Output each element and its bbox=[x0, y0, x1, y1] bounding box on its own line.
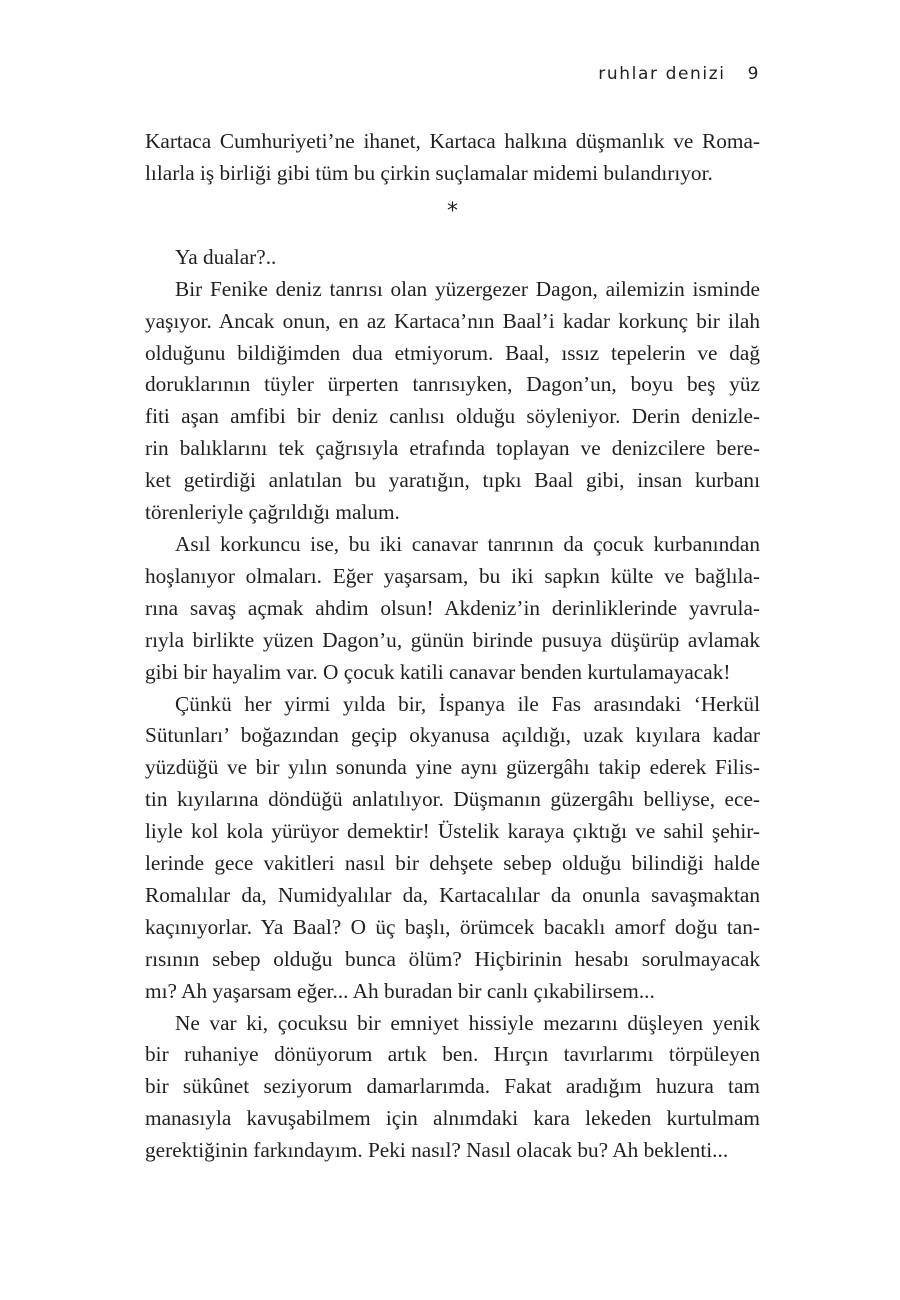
text-line: gerektiğinin farkındayım. Peki nasıl? Nasıl olacak bu? Ah beklenti... bbox=[145, 1138, 729, 1163]
text-line: rısının sebep olduğu bunca ölüm? Hiçbirinin hesabı sorulmayacak bbox=[145, 946, 760, 971]
paragraph bbox=[145, 126, 760, 190]
text-line: Ya dualar?.. bbox=[175, 244, 277, 269]
paragraph bbox=[145, 689, 760, 1008]
text-line: mı? Ah yaşarsam eğer... Ah buradan bir canlı çıkabilirsem... bbox=[145, 978, 655, 1003]
text-line: tin kıyılarına döndüğü anlatılıyor. Düşmanın güzergâhı belliyse, ece- bbox=[145, 787, 760, 812]
section-separator: * bbox=[447, 198, 458, 224]
running-title: ruhlar denizi bbox=[598, 64, 726, 84]
running-header bbox=[598, 64, 760, 84]
text-line: yüzdüğü ve bir yılın sonunda yine aynı güzergâhı takip ederek Filis- bbox=[145, 755, 760, 780]
text-line: hoşlanıyor olmaları. Eğer yaşarsam, bu iki sapkın külte ve bağlıla- bbox=[145, 563, 760, 588]
text-line: Romalılar da, Numidyalılar da, Kartacalılar da onunla savaşmaktan bbox=[145, 882, 760, 907]
text-line: törenleriyle çağrıldığı malum. bbox=[145, 500, 400, 525]
paragraph bbox=[145, 274, 760, 529]
text-line: rin balıklarını tek çağrısıyla etrafında toplayan ve denizcilere bere- bbox=[145, 436, 760, 461]
paragraph bbox=[145, 242, 760, 274]
text-line: Asıl korkuncu ise, bu iki canavar tanrının da çocuk kurbanından bbox=[175, 531, 760, 556]
text-line: yaşıyor. Ancak onun, en az Kartaca’nın Baal’i kadar korkunç bir ilah bbox=[145, 308, 760, 333]
text-line: rına savaş açmak ahdim olsun! Akdeniz’in derinliklerinde yavrula- bbox=[145, 595, 760, 620]
text-line: fiti aşan amfibi bir deniz canlısı olduğu söyleniyor. Derin denizle- bbox=[145, 404, 760, 429]
text-line: bir ruhaniye dönüyorum artık ben. Hırçın tavırlarımı törpüleyen bbox=[145, 1042, 760, 1067]
text-line: rıyla birlikte yüzen Dagon’u, günün birinde pusuya düşürüp avlamak bbox=[145, 627, 760, 652]
paragraph bbox=[145, 529, 760, 689]
text-line: Bir Fenike deniz tanrısı olan yüzergezer Dagon, ailemizin isminde bbox=[175, 276, 760, 301]
body-text bbox=[145, 126, 760, 1167]
text-line: Sütunları’ boğazından geçip okyanusa açıldığı, uzak kıyılara kadar bbox=[145, 723, 760, 748]
text-line: Ne var ki, çocuksu bir emniyet hissiyle mezarını düşleyen yenik bbox=[175, 1010, 760, 1035]
text-line: bir sükûnet seziyorum damarlarımda. Fakat aradığım huzura tam bbox=[145, 1074, 760, 1099]
text-line: Kartaca Cumhuriyeti’ne ihanet, Kartaca halkına düşmanlık ve Roma- bbox=[145, 129, 760, 153]
text-line: manasıyla kavuşabilmem için alnımdaki kara lekeden kurtulmam bbox=[145, 1106, 760, 1131]
page-number: 9 bbox=[747, 64, 760, 84]
text-line: gibi bir hayalim var. O çocuk katili canavar benden kurtulamayacak! bbox=[145, 659, 731, 684]
text-line: olduğunu bildiğimden dua etmiyorum. Baal, ıssız tepelerin ve dağ bbox=[145, 340, 760, 365]
text-line: lılarla iş birliği gibi tüm bu çirkin suçlamalar midemi bulandırıyor. bbox=[145, 160, 713, 185]
paragraph bbox=[145, 1008, 760, 1168]
text-line: ket getirdiği anlatılan bu yaratığın, tıpkı Baal gibi, insan kurbanı bbox=[145, 468, 760, 493]
text-line: lerinde gece vakitleri nasıl bir dehşete sebep olduğu bilindiği halde bbox=[145, 851, 760, 876]
text-line: Çünkü her yirmi yılda bir, İspanya ile Fas arasındaki ‘Herkül bbox=[175, 691, 760, 716]
text-line: liyle kol kola yürüyor demektir! Üstelik karaya çıktığı ve sahil şehir- bbox=[145, 819, 760, 844]
text-line: doruklarının tüyler ürperten tanrısıyken, Dagon’un, boyu beş yüz bbox=[145, 372, 760, 397]
text-line: kaçınıyorlar. Ya Baal? O üç başlı, örümcek bacaklı amorf doğu tan- bbox=[145, 914, 760, 939]
